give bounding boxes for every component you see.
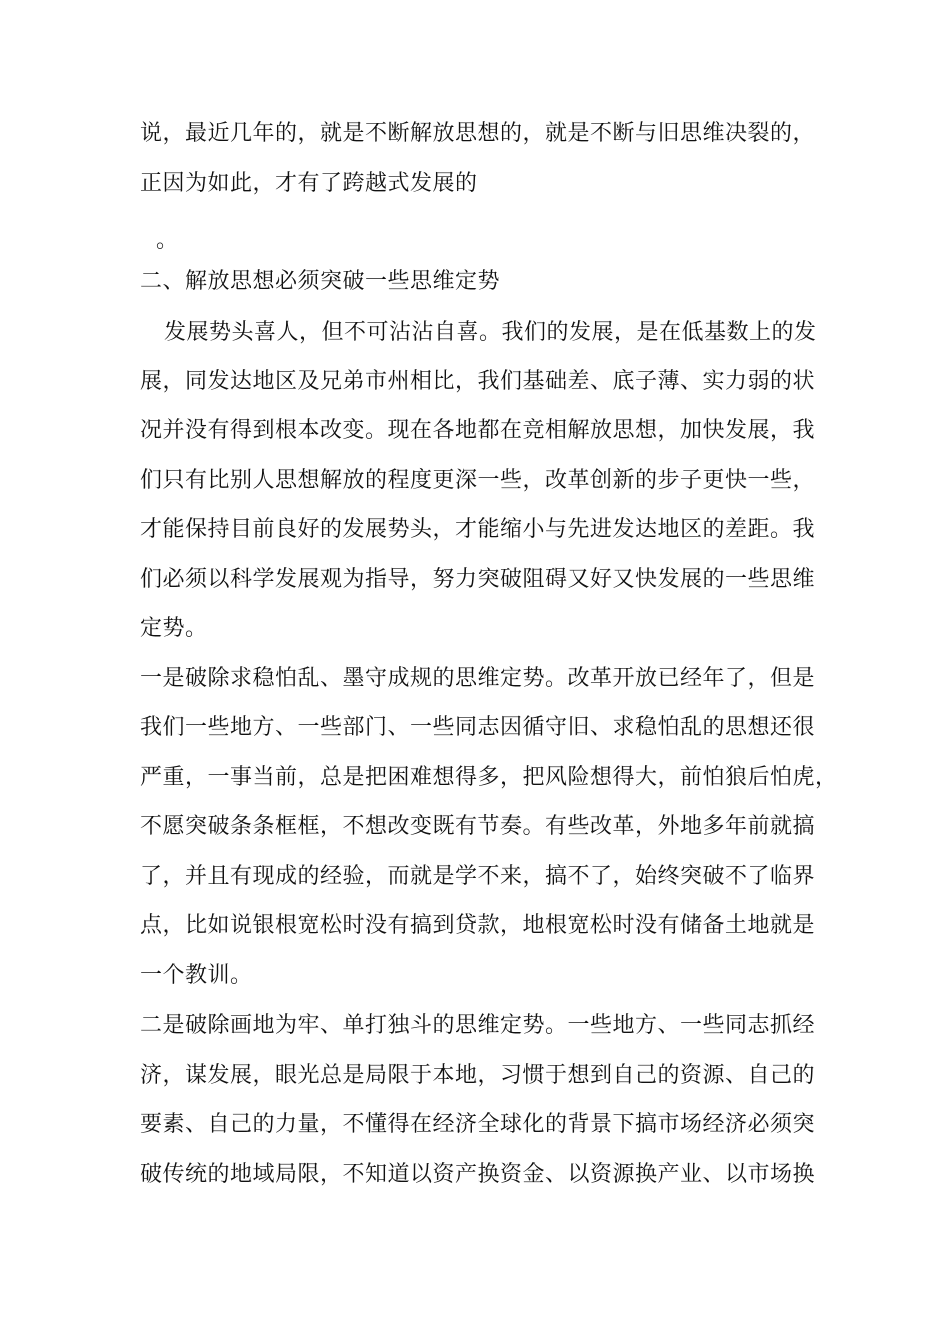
body-text-line: 才能保持目前良好的发展势头，才能缩小与先进发达地区的差距。我 (140, 517, 816, 542)
body-text-line: 况并没有得到根本改变。现在各地都在竞相解放思想，加快发展，我 (140, 418, 816, 443)
body-text-line: 正因为如此，才有了跨越式发展的 (140, 171, 478, 196)
section-heading: 二、解放思想必须突破一些思维定势 (140, 269, 501, 294)
body-text-line: 济，谋发展，眼光总是局限于本地，习惯于想到自己的资源、自己的 (140, 1063, 816, 1088)
body-text-line: 严重，一事当前，总是把困难想得多，把风险想得大，前怕狼后怕虎， (140, 765, 838, 790)
body-text-line: 定势。 (140, 616, 208, 641)
body-text-line: 们必须以科学发展观为指导，努力突破阻碍又好又快发展的一些思维 (140, 567, 816, 592)
body-text-line: 一个教训。 (140, 963, 253, 988)
body-text-line: 破传统的地域局限，不知道以资产换资金、以资源换产业、以市场换 (140, 1162, 816, 1187)
body-text-line: 说，最近几年的，就是不断解放思想的，就是不断与旧思维决裂的， (140, 121, 816, 146)
body-text-line: 点，比如说银根宽松时没有搞到贷款，地根宽松时没有储备土地就是 (140, 913, 816, 938)
body-text-line: 我们一些地方、一些部门、一些同志因循守旧、求稳怕乱的思想还很 (140, 715, 816, 740)
stray-period: 。 (156, 228, 179, 253)
body-text-line: 们只有比别人思想解放的程度更深一些，改革创新的步子更快一些， (140, 468, 816, 493)
body-text-line: 了，并且有现成的经验，而就是学不来，搞不了，始终突破不了临界 (140, 864, 816, 889)
body-text-line: 展，同发达地区及兄弟市州相比，我们基础差、底子薄、实力弱的状 (140, 369, 816, 394)
body-text-line: 不愿突破条条框框，不想改变既有节奏。有些改革，外地多年前就搞 (140, 814, 816, 839)
body-text-line: 发展势头喜人，但不可沾沾自喜。我们的发展，是在低基数上的发 (164, 320, 817, 345)
body-text-line: 要素、自己的力量，不懂得在经济全球化的背景下搞市场经济必须突 (140, 1112, 816, 1137)
body-text-line: 二是破除画地为牢、单打独斗的思维定势。一些地方、一些同志抓经 (140, 1013, 816, 1038)
body-text-line: 一是破除求稳怕乱、墨守成规的思维定势。改革开放已经年了，但是 (140, 666, 816, 691)
